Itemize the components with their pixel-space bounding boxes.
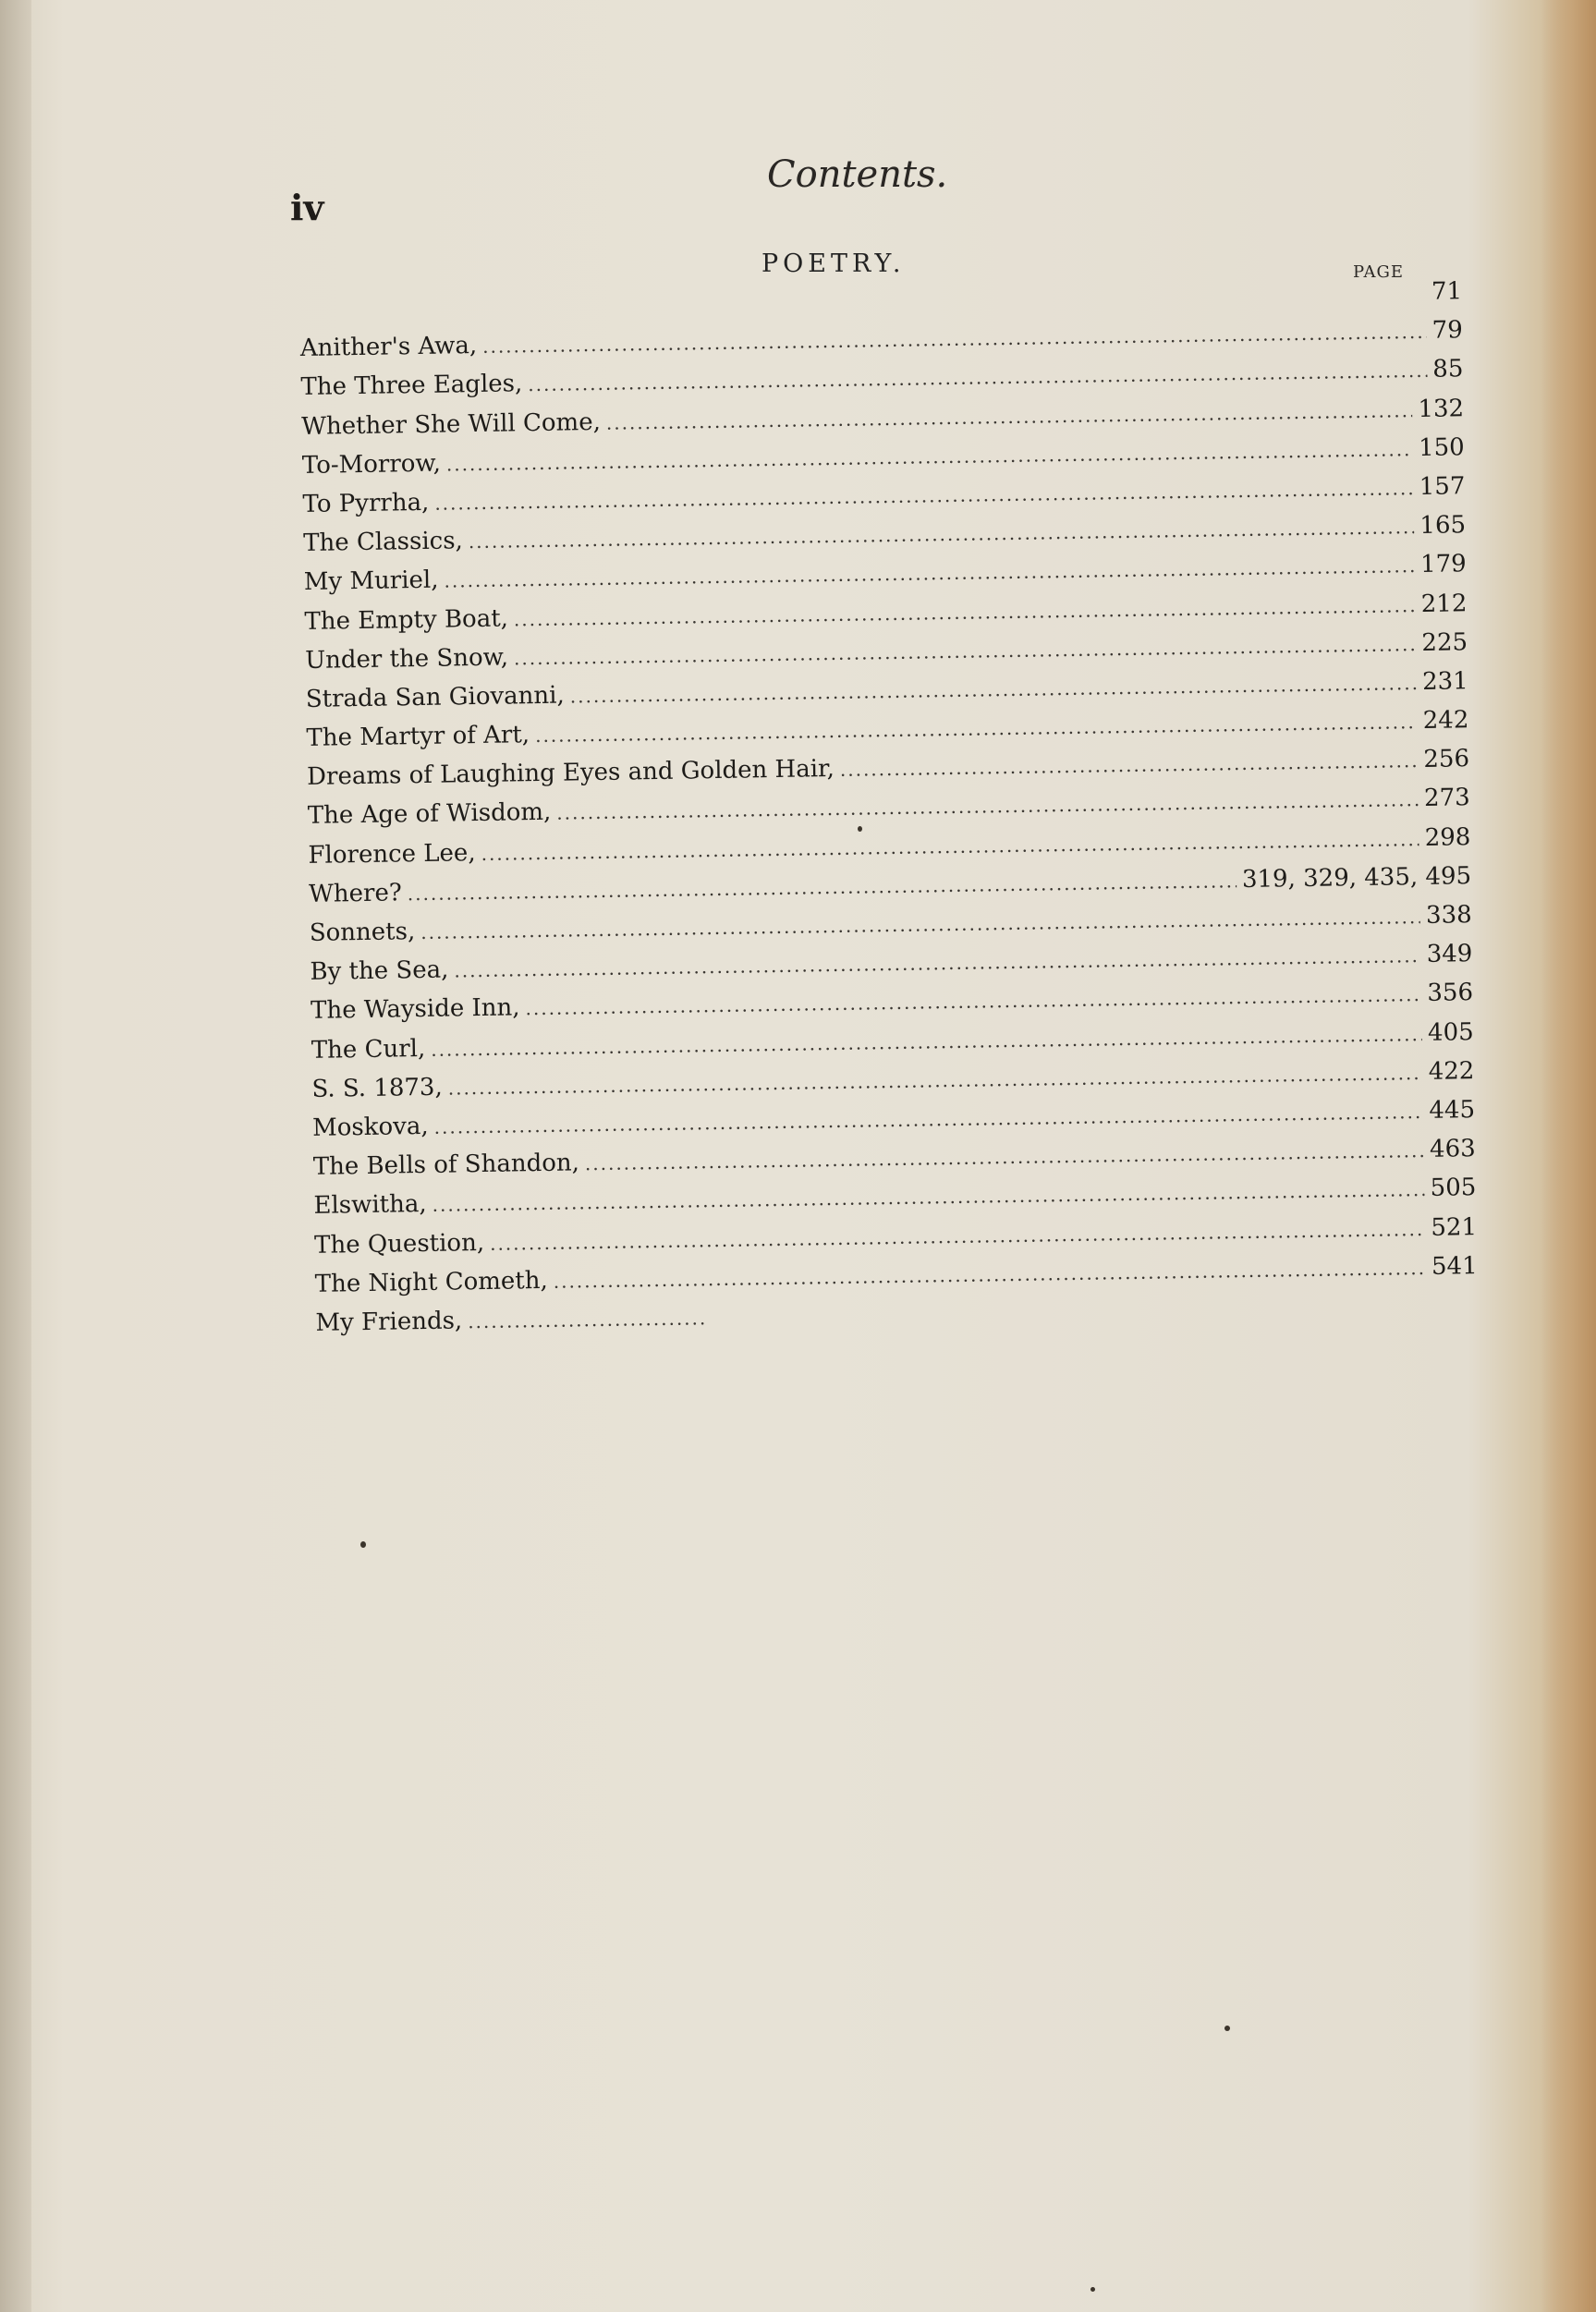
toc-entry-title: The Curl, (311, 1034, 426, 1065)
toc-entry-title: My Friends, (315, 1307, 463, 1337)
toc-entry-page: 256 (1423, 745, 1470, 774)
table-of-contents (299, 277, 1479, 1348)
toc-entry-title: Moskova, (311, 1112, 429, 1142)
toc-entry-page: 505 (1430, 1174, 1477, 1203)
toc-entry-page: 212 (1420, 589, 1468, 618)
page-column-heading: PAGE (1353, 262, 1404, 282)
toc-entry-title: Under the Snow, (304, 643, 509, 675)
toc-entry-title: The Night Cometh, (314, 1266, 548, 1298)
toc-entry-page: 445 (1429, 1096, 1476, 1125)
toc-entry-title: The Martyr of Art, (306, 721, 530, 753)
toc-entry-page: 422 (1428, 1056, 1475, 1086)
toc-entry-page: 132 (1418, 394, 1465, 423)
toc-entry-page: 231 (1421, 667, 1468, 696)
toc-entry-title: The Classics, (302, 527, 464, 558)
toc-entry-page: 319, 329, 435, 495 (1241, 861, 1472, 894)
toc-entry-title: Anither's Awa, (299, 332, 478, 363)
toc-entry-page: 179 (1419, 550, 1467, 579)
section-title: POETRY. (761, 249, 906, 278)
toc-entry-page: 225 (1421, 627, 1468, 657)
toc-entry-page: 71 (1431, 277, 1463, 306)
toc-entry-title: The Three Eagles, (300, 370, 523, 402)
toc-entry-title: The Wayside Inn, (310, 993, 520, 1026)
toc-entry-page: 157 (1419, 472, 1466, 501)
toc-entry-page: 85 (1432, 355, 1464, 384)
toc-entry-title: Dreams of Laughing Eyes and Golden Hair, (306, 755, 835, 792)
toc-entry-title: The Age of Wisdom, (307, 798, 552, 831)
toc-entry-title: My Muriel, (303, 566, 439, 597)
toc-entry-title: S. S. 1873, (311, 1073, 443, 1103)
toc-entry-page: 79 (1432, 316, 1463, 345)
toc-entry-page: 338 (1425, 901, 1472, 930)
toc-entry-title: To-Morrow, (301, 449, 442, 480)
dot-leader (468, 1307, 708, 1332)
page-right-edge (1541, 0, 1596, 2312)
toc-entry-title: Whether She Will Come, (300, 408, 602, 441)
toc-entry-page: 273 (1423, 784, 1470, 813)
paper-speck (1224, 2026, 1230, 2031)
toc-entry-page: 521 (1431, 1212, 1478, 1242)
paper-speck (858, 826, 862, 832)
page-number: iv (290, 187, 324, 228)
page-left-edge (0, 0, 31, 2312)
toc-entry-page: 541 (1431, 1251, 1478, 1281)
toc-entry-title: The Empty Boat, (304, 603, 509, 636)
toc-entry-title: By the Sea, (310, 955, 449, 987)
paper-speck (360, 1541, 366, 1548)
paper-speck (1090, 2287, 1095, 2292)
toc-entry-page: 405 (1427, 1017, 1474, 1047)
toc-entry-page: 242 (1422, 706, 1469, 736)
toc-entry-title: Elswitha, (313, 1190, 427, 1221)
toc-entry-page: 356 (1427, 979, 1474, 1008)
toc-entry-title: To Pyrrha, (302, 488, 430, 518)
toc-entry-page: 298 (1424, 822, 1471, 852)
toc-entry-page: 165 (1419, 511, 1467, 541)
toc-entry-title: Sonnets, (309, 918, 416, 947)
toc-entry-page: 463 (1429, 1135, 1476, 1164)
dot-leader (840, 749, 1419, 781)
toc-entry-page: 150 (1418, 432, 1465, 462)
toc-entry-title: The Question, (313, 1228, 485, 1259)
running-head: Contents. (767, 153, 948, 196)
toc-entry-title: The Bells of Shandon, (312, 1149, 580, 1182)
toc-entry-title: Strada San Giovanni, (305, 681, 565, 713)
toc-entry-title: Where? (308, 879, 403, 908)
toc-entry-title: Florence Lee, (308, 838, 476, 870)
toc-entry-page: 349 (1426, 940, 1473, 969)
